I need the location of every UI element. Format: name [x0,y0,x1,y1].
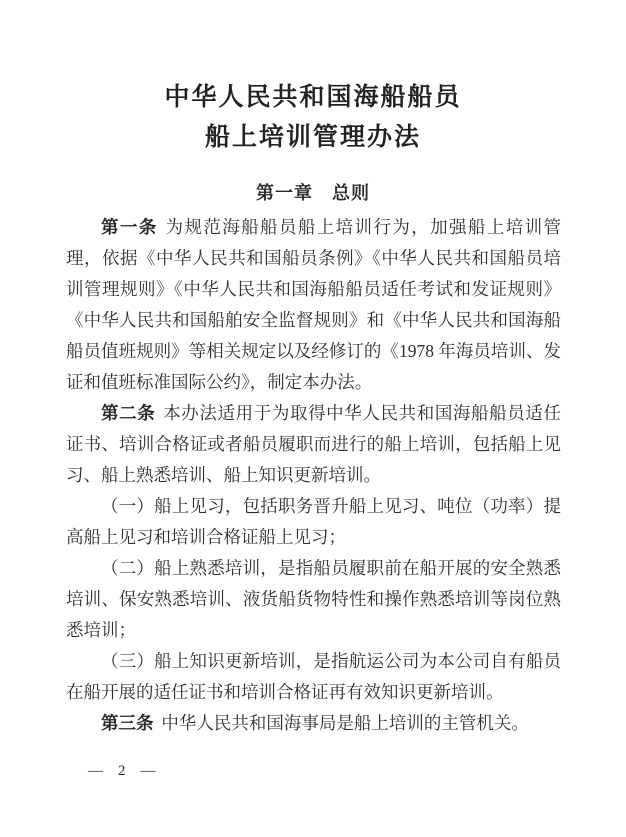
paragraph-article-3 [66,708,561,739]
article-label: 第三条 [101,713,154,733]
article-label: 第一条 [101,217,158,237]
document-title-line-1: 中华人民共和国海船船员 [164,84,462,111]
paragraph-article-1 [66,212,561,398]
footer-dash-right: — [140,763,156,779]
paragraph-article-2 [66,398,561,491]
document-title [0,78,626,158]
document-body [66,212,561,739]
chapter-heading: 第一章 总则 [256,183,370,203]
paragraph-item-3 [66,646,561,708]
footer-dash-left: — [88,763,103,779]
paragraph-item-1 [66,491,561,553]
page-footer [88,761,156,781]
article-label: 第二条 [101,403,156,423]
paragraph-text: 本办法适用于为取得中华人民共和国海船船员适任证书、培训合格证或者船员履职而进行的船上培训，包括船上见习、船上熟悉培训、船上知识更新培训。 [66,403,561,485]
paragraph-text: 为规范海船船员船上培训行为，加强船上培训管理，依据《中华人民共和国船员条例》《中华人民共和国船员培训管理规则》《中华人民共和国海船船员适任考试和发证规则》《中华人民共和国船舶安全监督规则》和《中华人民共和国海船船员值班规则》等相关规定以及经修订的《1978 年海员培训、发证和值班标准国际公约》，制定本办法。 [66,217,562,392]
paragraph-text: （二）船上熟悉培训，是指船员履职前在船开展的安全熟悉培训、保安熟悉培训、液货船货物特性和操作熟悉培训等岗位熟悉培训； [66,558,561,640]
paragraph-text: 中华人民共和国海事局是船上培训的主管机关。 [161,713,529,733]
document-title-line-2: 船上培训管理办法 [204,124,421,151]
paragraph-text: （三）船上知识更新培训，是指航运公司为本公司自有船员在船开展的适任证书和培训合格证再有效知识更新培训。 [66,651,561,702]
paragraph-item-2 [66,553,561,646]
paragraph-text: （一）船上见习，包括职务晋升船上见习、吨位（功率）提高船上见习和培训合格证船上见习； [66,496,561,547]
page-number: 2 [118,763,126,779]
